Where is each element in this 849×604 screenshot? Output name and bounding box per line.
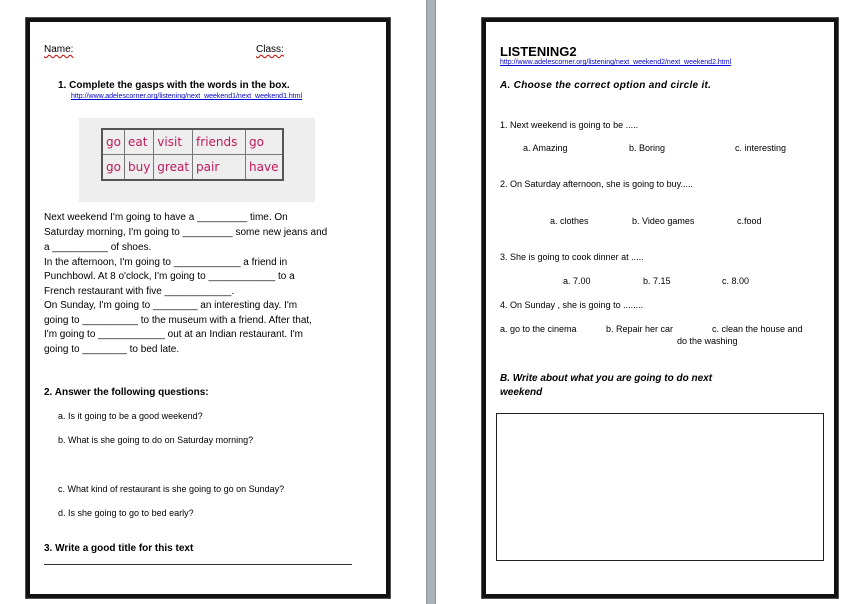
paragraph-line: Next weekend I'm going to have a _________ time. On	[44, 212, 288, 223]
question-1: 1. Next weekend is going to be .....	[500, 120, 639, 130]
question-a: a. Is it going to be a good weekend?	[58, 411, 203, 421]
page-gap	[426, 0, 436, 604]
question-3: 3. She is going to cook dinner at .....	[500, 252, 644, 262]
question-c: c. What kind of restaurant is she going to go on Sunday?	[58, 484, 285, 494]
word-table	[101, 128, 284, 181]
q2-option-b[interactable]: b. Video games	[632, 216, 695, 226]
paragraph-line: French restaurant with five ____________.	[44, 286, 235, 297]
q1-option-a[interactable]: a. Amazing	[523, 143, 568, 153]
sectionA-heading: A. Choose the correct option and circle it.	[500, 80, 712, 91]
q1-option-c[interactable]: c. interesting	[735, 143, 787, 153]
word-cell: have	[246, 155, 284, 181]
page-link[interactable]: http://www.adelescorner.org/listening/next_weekend2/next_weekend2.html	[500, 59, 732, 66]
q1-option-b[interactable]: b. Boring	[629, 143, 666, 153]
sectionB-heading-line1: B. Write about what you are going to do next	[500, 373, 713, 384]
q4-option-c-continued: do the washing	[677, 336, 738, 346]
word-cell: eat	[124, 129, 153, 155]
writing-answer-box[interactable]	[496, 413, 824, 561]
q2-option-c[interactable]: c.food	[737, 216, 762, 226]
word-cell: pair	[193, 155, 246, 181]
sectionB-heading-line2: weekend	[500, 387, 543, 398]
q3-option-b[interactable]: b. 7.15	[643, 276, 671, 286]
q2-option-a[interactable]: a. clothes	[550, 216, 589, 226]
q3-option-c[interactable]: c. 8.00	[722, 276, 750, 286]
paragraph-line: a __________ of shoes.	[44, 242, 152, 253]
q4-option-b[interactable]: b. Repair her car	[606, 324, 674, 334]
paragraph-line: On Sunday, I'm going to ________ an interesting day. I'm	[44, 300, 298, 311]
word-cell: friends	[193, 129, 246, 155]
question-d: d. Is she going to go to bed early?	[58, 508, 194, 518]
q3-option-a[interactable]: a. 7.00	[563, 276, 591, 286]
word-box	[79, 118, 315, 202]
question-4: 4. On Sunday , she is going to ........	[500, 300, 644, 310]
word-cell: great	[154, 155, 193, 181]
class-label: Class:	[256, 44, 284, 55]
word-cell: visit	[154, 129, 193, 155]
section1-heading: 1. Complete the gasps with the words in the box.	[58, 80, 290, 91]
paragraph-line: Punchbowl. At 8 o'clock, I'm going to ____________ to a	[44, 271, 295, 282]
word-row-2	[102, 155, 283, 181]
word-row-1	[102, 129, 283, 155]
section3-heading: 3. Write a good title for this text	[44, 543, 194, 554]
section1-link[interactable]: http://www.adelescorner.org/listening/next_weekend1/next_weekend1.html	[71, 93, 303, 100]
word-cell: buy	[124, 155, 153, 181]
word-cell: go	[102, 129, 124, 155]
paragraph-line: going to ________ to bed late.	[44, 344, 180, 355]
word-cell: go	[246, 129, 284, 155]
question-b: b. What is she going to do on Saturday morning?	[58, 435, 254, 445]
answer-line	[44, 564, 352, 565]
name-label: Name:	[44, 44, 74, 55]
word-cell: go	[102, 155, 124, 181]
paragraph-line: Saturday morning, I'm going to _________ some new jeans and	[44, 227, 328, 238]
q4-option-a[interactable]: a. go to the cinema	[500, 324, 577, 334]
paragraph-line: I'm going to ____________ out at an Indian restaurant. I'm	[44, 329, 303, 340]
question-2: 2. On Saturday afternoon, she is going to buy.....	[500, 179, 693, 189]
paragraph-line: going to __________ to the museum with a friend. After that,	[44, 315, 312, 326]
page-title: LISTENING2	[500, 44, 577, 59]
paragraph-line: In the afternoon, I'm going to ____________ a friend in	[44, 257, 288, 268]
q4-option-c[interactable]: c. clean the house and	[712, 324, 803, 334]
section2-heading: 2. Answer the following questions:	[44, 387, 209, 398]
